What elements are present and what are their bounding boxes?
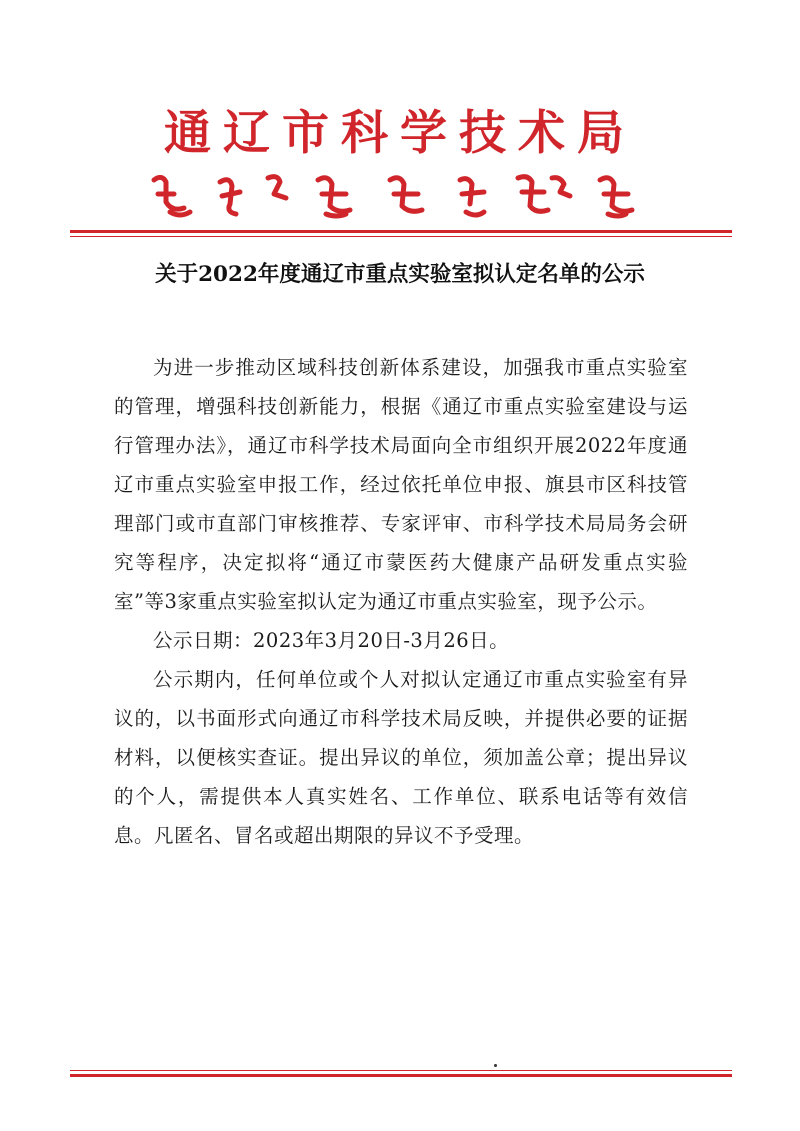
notice-body — [114, 348, 688, 855]
notice-title: 关于2022年度通辽市重点实验室拟认定名单的公示 — [155, 262, 645, 287]
paragraph-intro: 为进一步推动区域科技创新体系建设，加强我市重点实验室的管理，增强科技创新能力，根据《通辽市重点实验室建设与运行管理办法》，通辽市科学技术局面向全市组织开展2022年度通辽市重点实验室申报工作，经过依托单位申报、旗县市区科技管理部门或市直部门审核推荐、专家评审、市科学技术局局务会研究等程序，决定拟将“通辽市蒙医药大健康产品研发重点实验室”等3家重点实验室拟认定为通辽市重点实验室，现予公示。 — [114, 356, 688, 613]
footer-divider-thin — [70, 1070, 732, 1071]
mongolian-org-name-logo — [150, 172, 650, 220]
scan-dot — [494, 1064, 497, 1067]
paragraph-notice-period: 公示日期：2023年3月20日-3月26日。 — [153, 629, 510, 652]
header-divider-thin — [70, 236, 732, 237]
paragraph-objection: 公示期内，任何单位或个人对拟认定通辽市重点实验室有异议的，以书面形式向通辽市科学技术局反映，并提供必要的证据材料，以便核实查证。提出异议的单位，须加盖公章；提出异议的个人，需提供本人真实姓名、工作单位、联系电话等有效信息。凡匿名、冒名或超出期限的异议不予受理。 — [114, 668, 688, 847]
org-name-header: 通辽市科学技术局 — [164, 106, 636, 161]
footer-divider-thick — [70, 1074, 732, 1077]
header-divider-thick — [70, 230, 732, 233]
